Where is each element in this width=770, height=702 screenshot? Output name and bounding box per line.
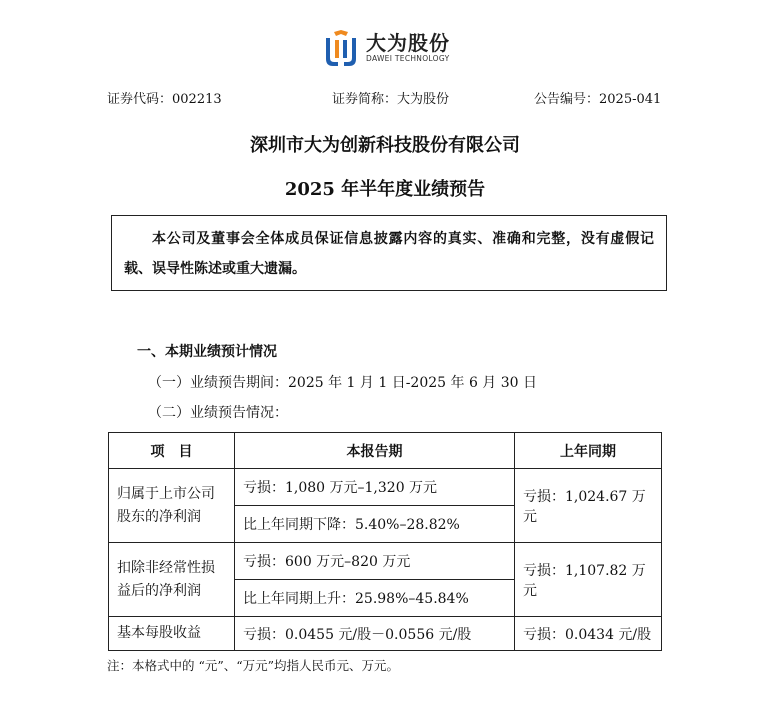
table-row	[109, 469, 662, 506]
previous-value: 亏损：1,107.82 万元	[515, 543, 662, 617]
current-value: 亏损：0.0455 元/股－0.0556 元/股	[235, 617, 515, 651]
logo-name-en: DAWEI TECHNOLOGY	[366, 54, 450, 63]
header-item: 项 目	[109, 433, 235, 469]
row-label: 基本每股收益	[109, 617, 235, 651]
forecast-period: （一）业绩预告期间：2025 年 1 月 1 日-2025 年 6 月 30 日	[148, 375, 538, 391]
table-row	[109, 617, 662, 651]
security-short-name: 证券简称：大为股份	[332, 92, 450, 107]
dawei-logo-icon	[322, 28, 360, 68]
security-code: 证券代码：002213	[107, 92, 222, 107]
report-title: 2025 年半年度业绩预告	[284, 179, 486, 200]
current-value: 亏损：600 万元–820 万元	[235, 543, 515, 580]
company-name: 深圳市大为创新科技股份有限公司	[250, 135, 520, 156]
forecast-table	[108, 432, 662, 651]
row-label: 归属于上市公司股东的净利润	[109, 469, 235, 543]
table-row	[109, 543, 662, 580]
announcement-number: 公告编号：2025-041	[534, 92, 662, 107]
previous-value: 亏损：1,024.67 万元	[515, 469, 662, 543]
footnote: 注：本格式中的 “元”、“万元”均指人民币元、万元。	[107, 658, 400, 673]
company-logo	[322, 26, 450, 70]
logo-name-cn: 大为股份	[366, 31, 450, 55]
header-current-period: 本报告期	[235, 433, 515, 469]
section-heading: 一、本期业绩预计情况	[137, 344, 277, 360]
table-header-row	[109, 433, 662, 469]
change-value: 比上年同期上升：25.98%–45.84%	[235, 580, 515, 617]
current-value: 亏损：1,080 万元–1,320 万元	[235, 469, 515, 506]
previous-value: 亏损：0.0434 元/股	[515, 617, 662, 651]
board-notice: 本公司及董事会全体成员保证信息披露内容的真实、准确和完整，没有虚假记载、误导性陈述或重大遗漏。	[111, 215, 667, 291]
forecast-status: （二）业绩预告情况：	[148, 405, 288, 421]
header-prior-period: 上年同期	[515, 433, 662, 469]
change-value: 比上年同期下降：5.40%–28.82%	[235, 506, 515, 543]
row-label: 扣除非经常性损益后的净利润	[109, 543, 235, 617]
